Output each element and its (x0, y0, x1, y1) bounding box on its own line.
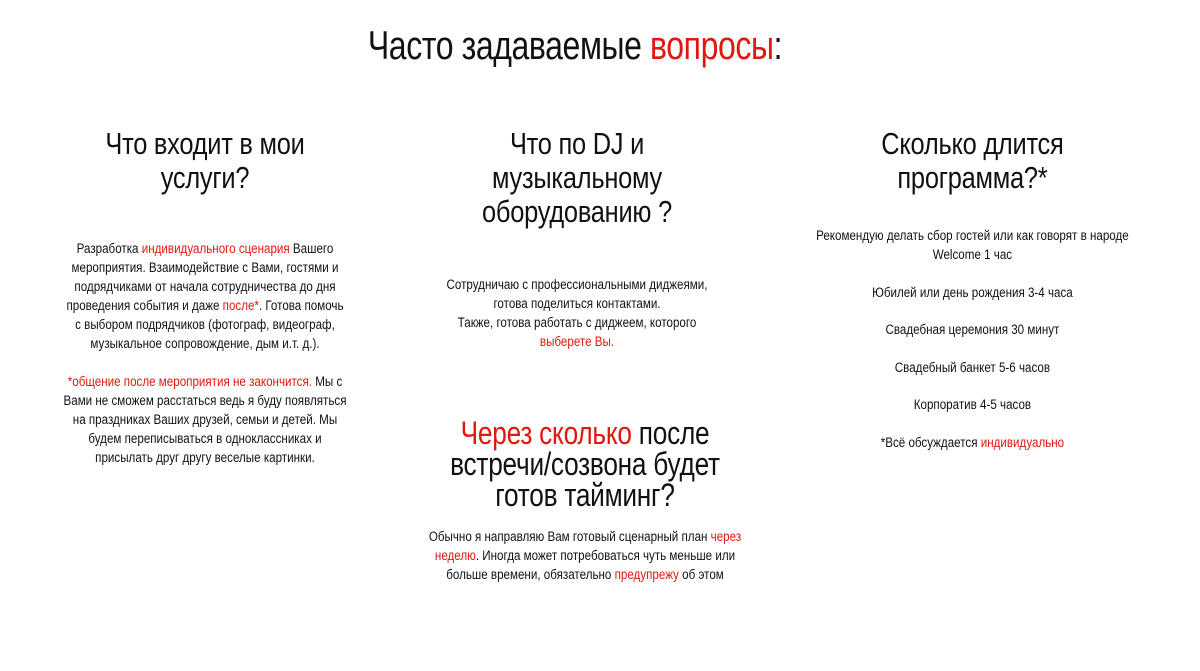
timing-paragraph (428, 527, 743, 584)
duration-item: Юбилей или день рождения 3-4 часа (872, 284, 1073, 300)
timing-text-2: . Иногда может потребоваться чуть меньше или больше времени, обязательно (446, 548, 736, 582)
page-title-text: Часто задаваемые (367, 24, 651, 68)
timing-heading-text: после встречи/созвона будет готов тайминг? (450, 415, 720, 513)
dj-line-2: готова поделиться контактами. (493, 296, 661, 311)
services-section (40, 127, 370, 467)
services-paragraph (63, 239, 347, 353)
services-heading: Что входит в мои услуги? (105, 126, 305, 195)
duration-item: Свадебный банкет 5-6 часов (894, 359, 1051, 375)
dj-heading: Что по DJ и музыкальному оборудованию ? (482, 126, 672, 229)
page-title-accent: вопросы (650, 24, 774, 68)
services-footnote-highlight: *общение после мероприятия не закончится. (67, 373, 312, 389)
services-text-3: . Готова помочь с выбором подрядчиков (фотограф, видеограф, музыкальное сопровождение, дым и.т. д.). (75, 298, 344, 351)
duration-item: Корпоратив 4-5 часов (913, 397, 1032, 412)
page-title (115, 22, 1035, 70)
duration-item: Свадебная церемония 30 минут (885, 322, 1060, 337)
services-text-1: Разработка (76, 241, 142, 256)
services-highlight-after: после* (222, 298, 259, 313)
timing-heading-highlight: Через сколько (460, 415, 632, 451)
services-text-2: Вашего мероприятия. Взаимодействие с Вами, гостями и подрядчиками от начала сотрудничества до дня проведения события и даже (66, 241, 339, 313)
dj-line-1: Сотрудничаю с профессиональными диджеями, (446, 277, 708, 292)
page-title-suffix: : (773, 24, 783, 68)
timing-heading (435, 415, 735, 513)
timing-text-1: Обычно я направляю Вам готовый сценарный план (428, 529, 711, 544)
services-footnote-text: Мы с Вами не сможем расстаться ведь я буду появляться на праздниках Ваших друзей, семьи и детей. Мы будем переписываться в одноклассниках и присылать друг другу веселые картинки. (63, 373, 347, 465)
duration-note-highlight: индивидуально (980, 434, 1065, 450)
duration-heading: Сколько длится программа?* (881, 126, 1064, 195)
duration-note (815, 433, 1129, 452)
duration-note-text: *Всё обсуждается (880, 434, 981, 450)
dj-highlight: выберете Вы. (539, 334, 615, 349)
dj-paragraph (427, 275, 728, 351)
timing-section (402, 415, 768, 584)
timing-highlight-warn: предупрежу (614, 567, 679, 582)
services-highlight-scenario: индивидуального сценария (141, 241, 290, 256)
duration-item: Рекомендую делать сбор гостей или как говорят в народе Welcome 1 час (816, 228, 1129, 262)
timing-highlight-week: через неделю (434, 529, 742, 563)
duration-section (790, 127, 1155, 452)
services-footnote (63, 372, 347, 467)
dj-line-3: Также, готова работать с диджеем, которого (457, 315, 697, 330)
timing-text-3: об этом (678, 567, 724, 582)
dj-section (402, 127, 752, 351)
